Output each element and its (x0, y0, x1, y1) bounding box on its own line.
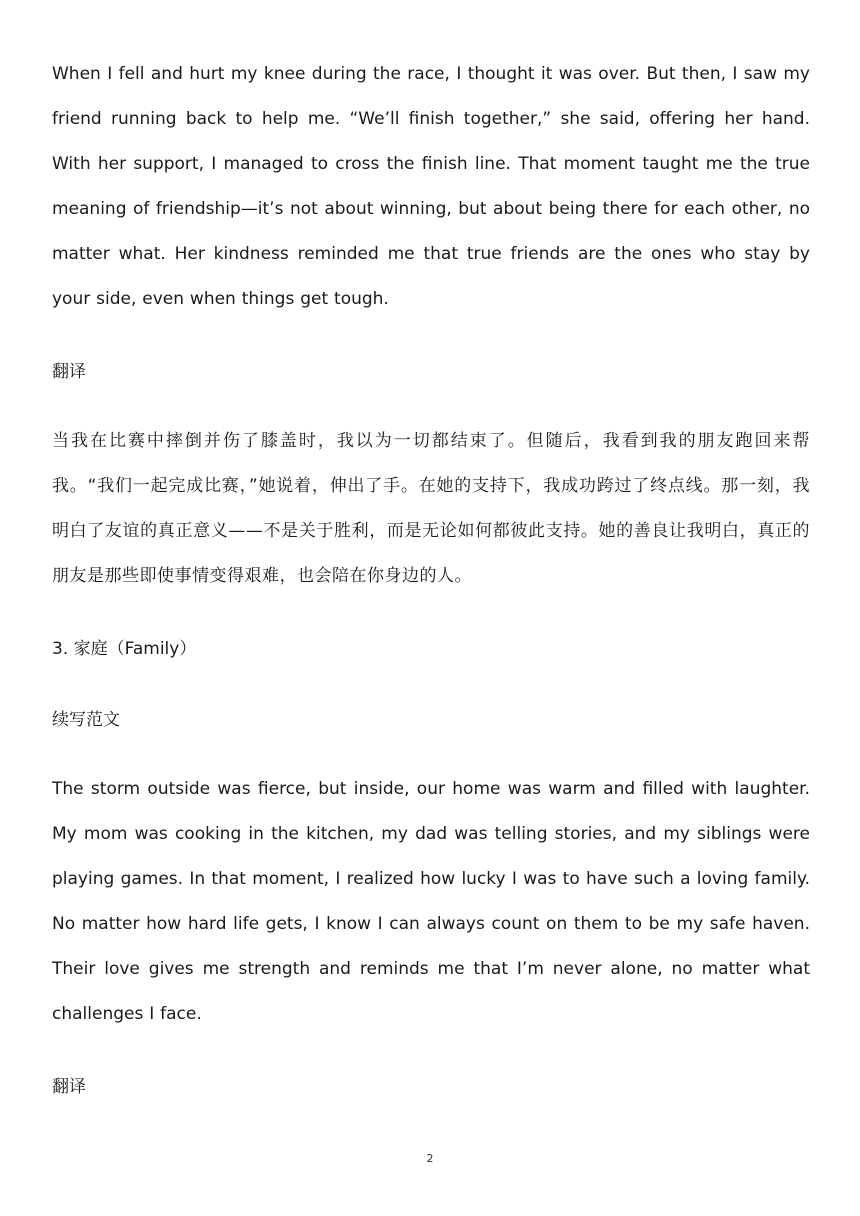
family-translation-label: 翻译 (52, 1077, 86, 1097)
family-section-heading: 3. 家庭（Family） (52, 639, 197, 659)
family-english-paragraph: The storm outside was fierce, but inside, our home was warm and filled with laughter. My mom was cooking in the kitchen, my dad was telling stories, and my siblings were playing games. In that moment, I realized how lucky I was to have such a loving family. No matter how hard life gets, I know I can always count on them to be my safe haven. Their love gives me strength and reminds me that I’m never alone, no matter what challenges I face. (52, 779, 810, 1024)
friendship-english-paragraph: When I fell and hurt my knee during the race, I thought it was over. But then, I saw my friend running back to help me. “We’ll finish together,” she said, offering her hand. With her support, I managed to cross the finish line. That moment taught me the true meaning of friendship—it’s not about winning, but about being there for each other, no matter what. Her kindness reminded me that true friends are the ones who stay by your side, even when things get tough. (52, 64, 810, 309)
family-sample-label: 续写范文 (52, 710, 120, 730)
friendship-chinese-paragraph: 当我在比赛中摔倒并伤了膝盖时，我以为一切都结束了。但随后，我看到我的朋友跑回来帮我。“我们一起完成比赛，”她说着，伸出了手。在她的支持下，我成功跨过了终点线。那一刻，我明白了友谊的真正意义——不是关于胜利，而是无论如何都彼此支持。她的善良让我明白，真正的朋友是那些即使事情变得艰难，也会陪在你身边的人。 (52, 431, 810, 586)
page-number: 2 (426, 1152, 434, 1165)
friendship-translation-label: 翻译 (52, 362, 86, 382)
